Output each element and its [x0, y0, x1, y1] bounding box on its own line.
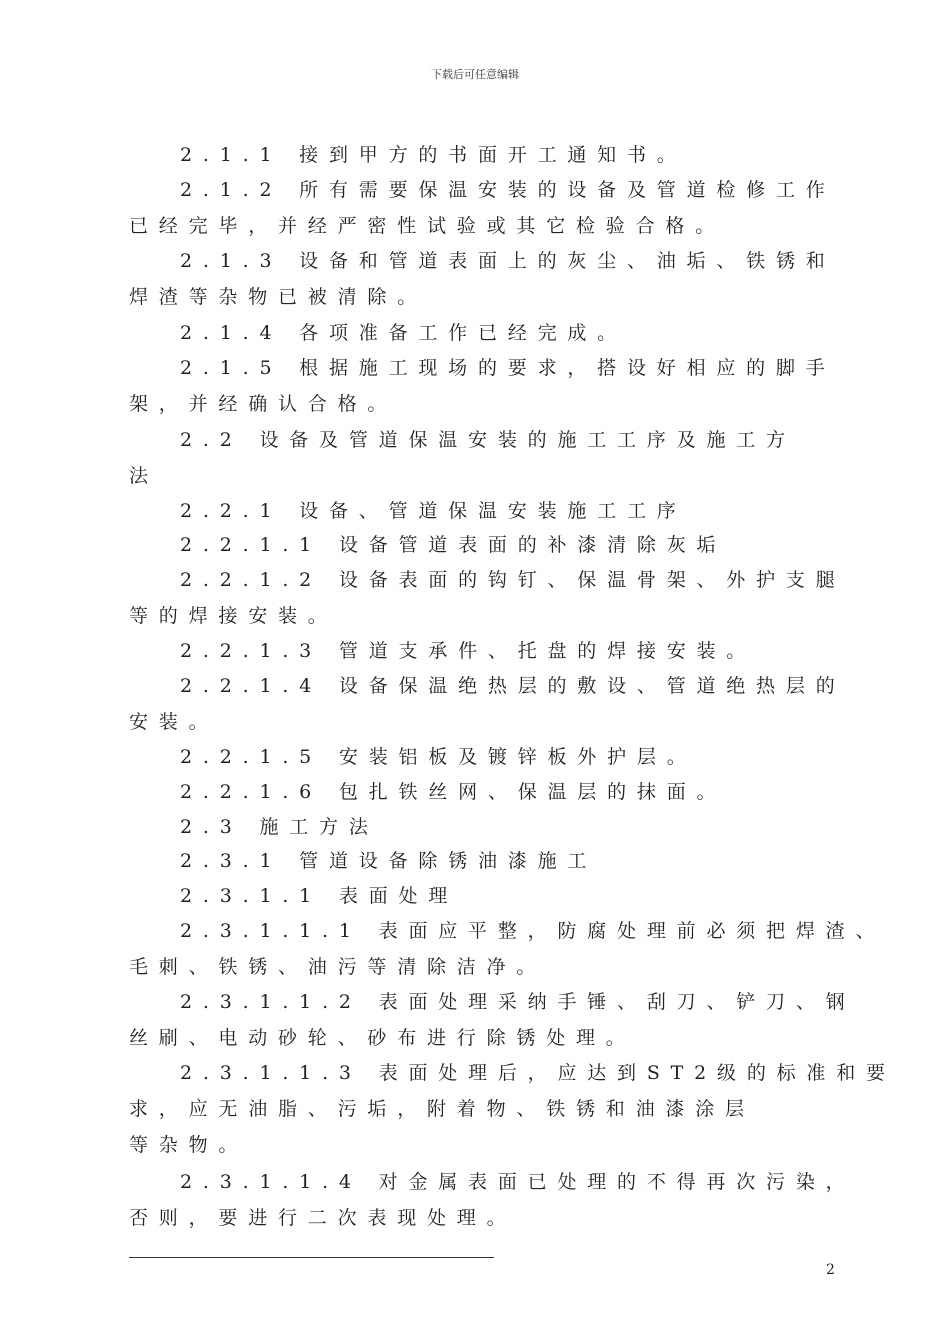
text-line: 2.1.1 接到甲方的书面开工通知书。 — [180, 144, 687, 166]
text-line: 2.3 施工方法 — [180, 816, 379, 838]
text-line: 已经完毕，并经严密性试验或其它检验合格。 — [129, 215, 726, 237]
text-line: 2.2.1.2 设备表面的钩钉、保温骨架、外护支腿 — [180, 569, 846, 591]
text-line: 2.3.1.1.3 表面处理后，应达到ST2级的标准和要 — [180, 1062, 896, 1084]
text-line: 架，并经确认合格。 — [129, 393, 398, 415]
text-line: 2.2.1 设备、管道保温安装施工工序 — [180, 500, 687, 522]
page-header: 下载后可任意编辑 — [431, 68, 519, 81]
text-line: 2.2.1.1 设备管道表面的补漆清除灰垢 — [180, 534, 727, 556]
text-line: 焊渣等杂物已被清除。 — [129, 286, 428, 308]
text-line: 2.3.1.1.4 对金属表面已处理的不得再次污染， — [180, 1171, 856, 1193]
text-line: 2.3.1.1.1 表面应平整，防腐处理前必须把焊渣、 — [180, 920, 886, 942]
text-line: 法 — [129, 465, 159, 487]
text-line: 2.3.1.1.2 表面处理采纳手锤、刮刀、铲刀、钢 — [180, 991, 856, 1013]
text-line: 等杂物。 — [129, 1134, 249, 1156]
text-line: 2.3.1.1 表面处理 — [180, 885, 459, 907]
text-line: 2.1.5 根据施工现场的要求，搭设好相应的脚手 — [180, 357, 836, 379]
text-line: 2.3.1 管道设备除锈油漆施工 — [180, 850, 598, 872]
text-line: 2.2.1.6 包扎铁丝网、保温层的抹面。 — [180, 781, 727, 803]
text-line: 2.2.1.5 安装铝板及镀锌板外护层。 — [180, 746, 697, 768]
page-number: 2 — [826, 1262, 835, 1278]
text-line: 2.2 设备及管道保温安装的施工工序及施工方 — [180, 429, 796, 451]
text-line: 否则，要进行二次表现处理。 — [129, 1207, 517, 1229]
text-line: 2.1.3 设备和管道表面上的灰尘、油垢、铁锈和 — [180, 250, 836, 272]
text-line: 安装。 — [129, 711, 219, 733]
text-line: 等的焊接安装。 — [129, 605, 338, 627]
text-line: 2.1.4 各项准备工作已经完成。 — [180, 322, 627, 344]
text-line: 2.2.1.3 管道支承件、托盘的焊接安装。 — [180, 640, 757, 662]
text-line: 2.1.2 所有需要保温安装的设备及管道检修工作 — [180, 179, 836, 201]
footer-divider — [129, 1257, 494, 1258]
text-line: 丝刷、电动砂轮、砂布进行除锈处理。 — [129, 1027, 636, 1049]
text-line: 2.2.1.4 设备保温绝热层的敷设、管道绝热层的 — [180, 675, 846, 697]
text-line: 毛刺、铁锈、油污等清除洁净。 — [129, 956, 547, 978]
text-line: 求，应无油脂、污垢，附着物、铁锈和油漆涂层 — [129, 1098, 755, 1120]
